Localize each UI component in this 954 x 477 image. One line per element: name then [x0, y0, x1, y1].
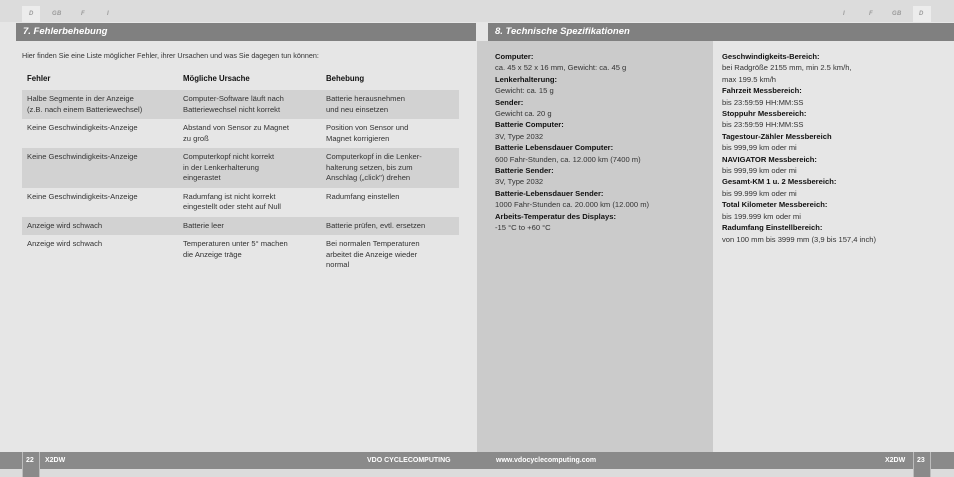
spec-list-column-2: [722, 51, 947, 245]
spec-value: bis 99.999 km oder mi: [722, 188, 797, 198]
spec-label: Batterie Sender:: [495, 166, 554, 176]
cell-line: Anzeige wird schwach: [27, 220, 103, 230]
spec-label: Total Kilometer Messbereich:: [722, 200, 828, 210]
table-row: [22, 90, 459, 119]
spec-label: Radumfang Einstellbereich:: [722, 223, 823, 233]
cell-line: Radumfang einstellen: [326, 191, 400, 201]
spec-value: ca. 45 x 52 x 16 mm, Gewicht: ca. 45 g: [495, 63, 627, 73]
table-row: [22, 235, 459, 275]
cell-line: Position von Sensor und: [326, 123, 409, 132]
lang-label-d-right: D: [919, 11, 924, 17]
spec-label: Batterie Computer:: [495, 120, 564, 130]
spec-label: Batterie Lebensdauer Computer:: [495, 143, 614, 153]
spec-label: NAVIGATOR Messbereich:: [722, 154, 817, 164]
cell-line: Batterie herausnehmen: [326, 94, 405, 103]
cell-line: halterung setzen, bis zum: [326, 162, 413, 172]
footer-edge: [0, 469, 954, 477]
cell-ursache: [178, 90, 321, 119]
cell-line: Temperaturen unter 5° machen: [183, 239, 288, 248]
cell-line: in der Lenkerhalterung: [183, 162, 259, 172]
cell-behebung: [321, 235, 459, 275]
table-row: [22, 188, 459, 217]
cell-line: Keine Geschwindigkeits-Anzeige: [27, 152, 138, 161]
cell-fehler: [22, 148, 178, 188]
model-name-right: X2DW: [885, 457, 906, 464]
website-url: www.vdocyclecomputing.com: [496, 457, 597, 464]
spec-value: bis 23:59:59 HH:MM:SS: [722, 120, 804, 130]
spec-value: 3V, Type 2032: [495, 131, 544, 141]
cell-fehler: [22, 188, 178, 217]
column-header-ursache: Mögliche Ursache: [183, 73, 250, 83]
spec-value: bis 999,99 km oder mi: [722, 143, 797, 153]
table-row: [22, 119, 459, 148]
cell-line: Batterie prüfen, evtl. ersetzen: [326, 220, 426, 230]
cell-line: eingerastet: [183, 173, 221, 182]
cell-line: Magnet korrigieren: [326, 133, 390, 143]
cell-line: und neu einsetzen: [326, 104, 389, 114]
section-title-specifications: 8. Technische Spezifikationen: [488, 23, 954, 41]
column-header-behebung: Behebung: [326, 73, 365, 83]
spec-label: Computer:: [495, 52, 534, 61]
spec-label: Arbeits-Temperatur des Displays:: [495, 211, 616, 221]
spec-value: Gewicht: ca. 15 g: [495, 86, 554, 96]
cell-line: (z.B. nach einem Batteriewechsel): [27, 104, 143, 114]
spec-label: Gesamt-KM 1 u. 2 Messbereich:: [722, 177, 837, 187]
lang-label-i-left: I: [107, 11, 109, 17]
cell-line: Anzeige wird schwach: [27, 239, 103, 248]
lang-label-f-right: F: [869, 11, 873, 17]
cell-line: Anschlag („click") drehen: [326, 173, 411, 182]
spec-value: Gewicht ca. 20 g: [495, 109, 552, 119]
cell-line: Batteriewechsel nicht korrekt: [183, 104, 281, 114]
model-name-left: X2DW: [45, 457, 66, 464]
spec-label: Sender:: [495, 97, 524, 107]
cell-line: Radumfang ist nicht korrekt: [183, 191, 276, 201]
intro-text: Hier finden Sie eine Liste möglicher Fehler, ihrer Ursachen und was Sie dagegen tun können:: [22, 51, 319, 60]
spec-label: Fahrzeit Messbereich:: [722, 86, 802, 96]
spec-label: Stoppuhr Messbereich:: [722, 109, 807, 119]
spec-list-column-1: [495, 51, 707, 234]
spec-value: von 100 mm bis 3999 mm (3,9 bis 157,4 inch): [722, 234, 877, 244]
cell-ursache: [178, 148, 321, 188]
table-header-row: [22, 66, 459, 90]
cell-line: Halbe Segmente in der Anzeige: [27, 94, 134, 103]
spec-value: 600 Fahr-Stunden, ca. 12.000 km (7400 m): [495, 154, 641, 164]
cell-line: Keine Geschwindigkeits-Anzeige: [27, 123, 138, 132]
cell-line: Computerkopf in die Lenker-: [326, 152, 422, 161]
footer-bar: [0, 452, 954, 469]
brand-name: VDO CYCLECOMPUTING: [367, 457, 451, 464]
column-header-fehler: Fehler: [27, 73, 51, 83]
spec-value: -15 °C to +60 °C: [495, 223, 551, 233]
cell-ursache: [178, 235, 321, 275]
cell-line: eingestellt oder steht auf Null: [183, 202, 281, 211]
section-title-troubleshooting: 7. Fehlerbehebung: [16, 23, 476, 41]
cell-behebung: [321, 188, 459, 217]
lang-label-d-left: D: [29, 11, 34, 17]
cell-line: arbeitet die Anzeige wieder: [326, 249, 418, 259]
cell-line: Keine Geschwindigkeits-Anzeige: [27, 191, 138, 201]
troubleshooting-table: [22, 66, 459, 275]
lang-label-f-left: F: [81, 11, 85, 17]
page-number-right: 23: [917, 457, 925, 464]
spec-label: Batterie-Lebensdauer Sender:: [495, 188, 604, 198]
cell-behebung: [321, 217, 459, 236]
spec-value: 1000 Fahr-Stunden ca. 20.000 km (12.000 m): [495, 200, 650, 210]
cell-line: Batterie leer: [183, 220, 224, 230]
cell-behebung: [321, 90, 459, 119]
cell-line: Bei normalen Temperaturen: [326, 239, 420, 248]
table-row: [22, 148, 459, 188]
spec-label: Geschwindigkeits-Bereich:: [722, 52, 820, 61]
lang-label-i-right: I: [843, 11, 845, 17]
cell-line: Computer-Software läuft nach: [183, 94, 284, 103]
spec-value: bis 199.999 km oder mi: [722, 211, 801, 221]
cell-line: Computerkopf nicht korrekt: [183, 152, 275, 161]
spec-label: Lenkerhalterung:: [495, 74, 558, 84]
spec-value: 3V, Type 2032: [495, 177, 544, 187]
cell-behebung: [321, 119, 459, 148]
cell-fehler: [22, 217, 178, 236]
cell-fehler: [22, 119, 178, 148]
cell-ursache: [178, 119, 321, 148]
spec-value: bis 999,99 km oder mi: [722, 166, 797, 176]
cell-ursache: [178, 217, 321, 236]
cell-ursache: [178, 188, 321, 217]
cell-line: die Anzeige träge: [183, 249, 242, 259]
spec-label: Tagestour-Zähler Messbereich: [722, 131, 832, 141]
lang-label-gb-right: GB: [892, 11, 902, 17]
lang-label-gb-left: GB: [52, 11, 62, 17]
spec-value: bis 23:59:59 HH:MM:SS: [722, 97, 804, 107]
spec-value: bei Radgröße 2155 mm, min 2.5 km/h,: [722, 63, 852, 73]
table-body: [22, 90, 459, 275]
cell-fehler: [22, 90, 178, 119]
table-row: [22, 217, 459, 236]
cell-line: Abstand von Sensor zu Magnet: [183, 123, 289, 132]
spec-value: max 199.5 km/h: [722, 74, 777, 84]
page-number-left: 22: [26, 457, 34, 464]
cell-line: zu groß: [183, 133, 209, 143]
cell-fehler: [22, 235, 178, 275]
cell-line: normal: [326, 260, 350, 269]
cell-behebung: [321, 148, 459, 188]
top-bar: [0, 0, 954, 22]
